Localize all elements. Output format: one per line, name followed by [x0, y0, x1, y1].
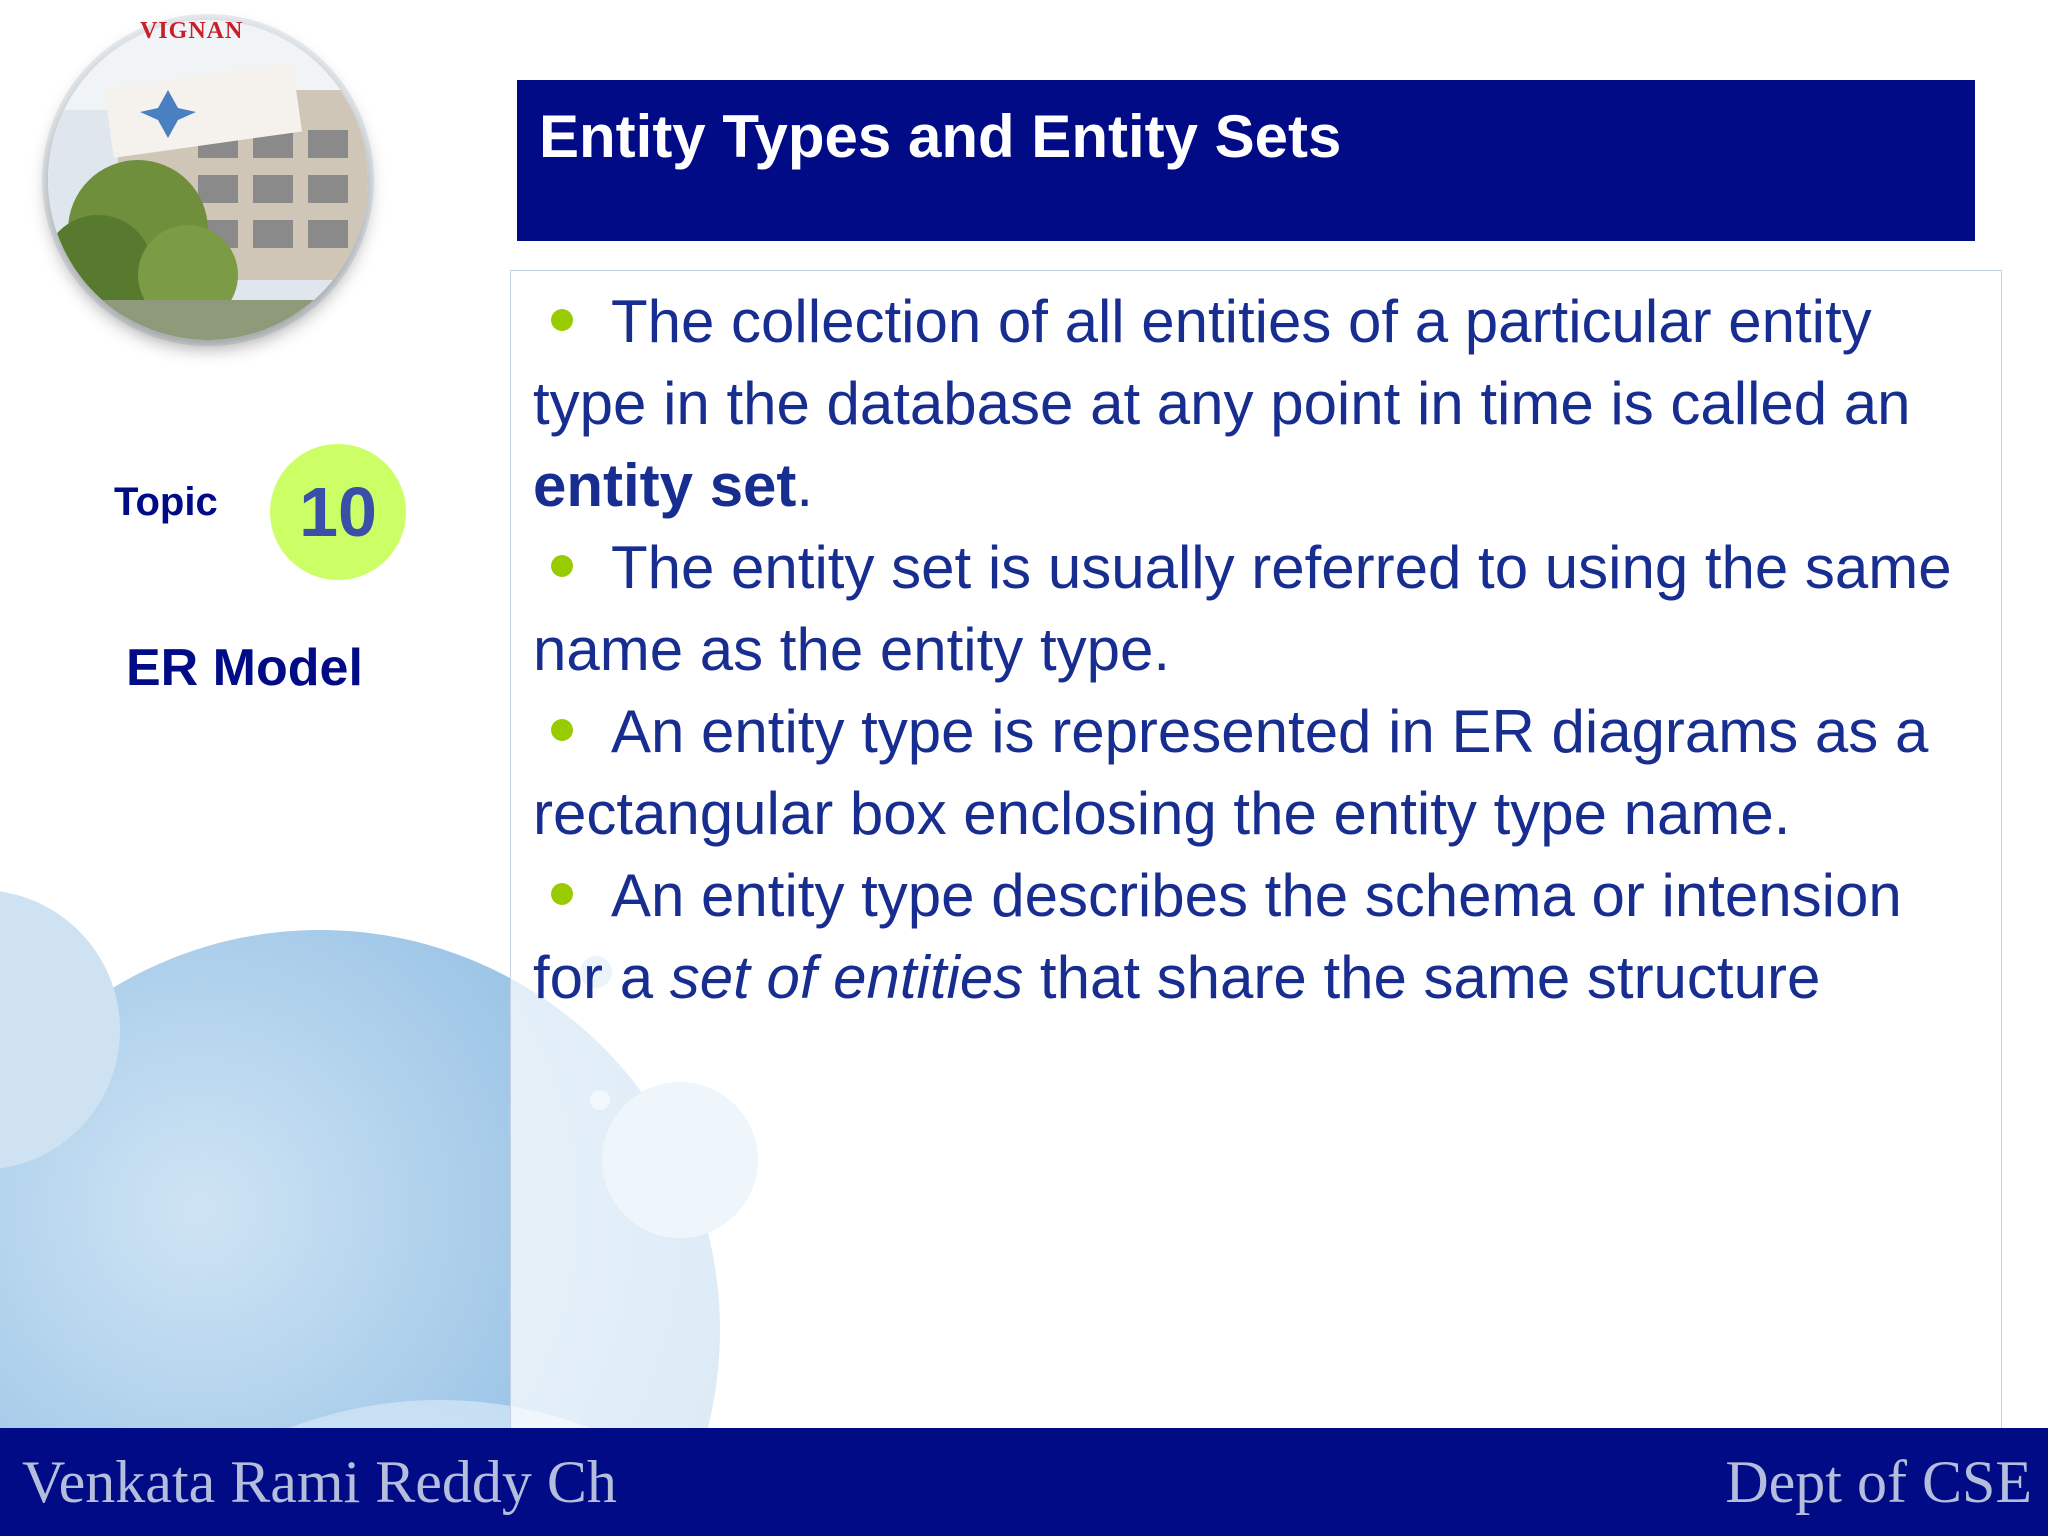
footer-author: Venkata Rami Reddy Ch	[22, 1449, 617, 1515]
bullet-list	[533, 281, 1983, 1019]
module-label: ER Model	[126, 639, 363, 697]
topic-label: Topic	[114, 480, 218, 524]
bullet-dot-icon	[551, 309, 573, 331]
logo-wordmark: VIGNAN	[140, 18, 244, 44]
bullet-text: The collection of all entities of a particular entity type in the database at any point in time is called an	[533, 288, 1911, 437]
footer-bar	[0, 1428, 2048, 1536]
bullet-emphasis: set of entities	[669, 944, 1024, 1011]
bullet-item	[533, 527, 1983, 691]
footer-department: Dept of CSE	[1725, 1449, 2032, 1515]
university-logo	[48, 20, 368, 340]
bullet-dot-icon	[551, 883, 573, 905]
bullet-item	[533, 691, 1983, 855]
bullet-text: An entity type describes the schema or intension for a	[533, 862, 1902, 1011]
bullet-item	[533, 855, 1983, 1019]
bullet-text: An entity type is represented in ER diagrams as a rectangular box enclosing the entity type name.	[533, 698, 1929, 847]
slide-title: Entity Types and Entity Sets	[539, 103, 1342, 170]
bullet-text-end: that share the same structure	[1023, 944, 1821, 1011]
content-box	[510, 270, 2002, 1432]
bullet-text: The entity set is usually referred to using the same name as the entity type.	[533, 534, 1952, 683]
topic-number: 10	[299, 473, 377, 551]
topic-badge	[270, 444, 406, 580]
title-bar	[517, 80, 1975, 241]
bullet-text-end: .	[796, 452, 814, 519]
bullet-emphasis: entity set	[533, 452, 797, 519]
bullet-dot-icon	[551, 719, 573, 741]
bullet-item	[533, 281, 1983, 527]
bullet-dot-icon	[551, 555, 573, 577]
